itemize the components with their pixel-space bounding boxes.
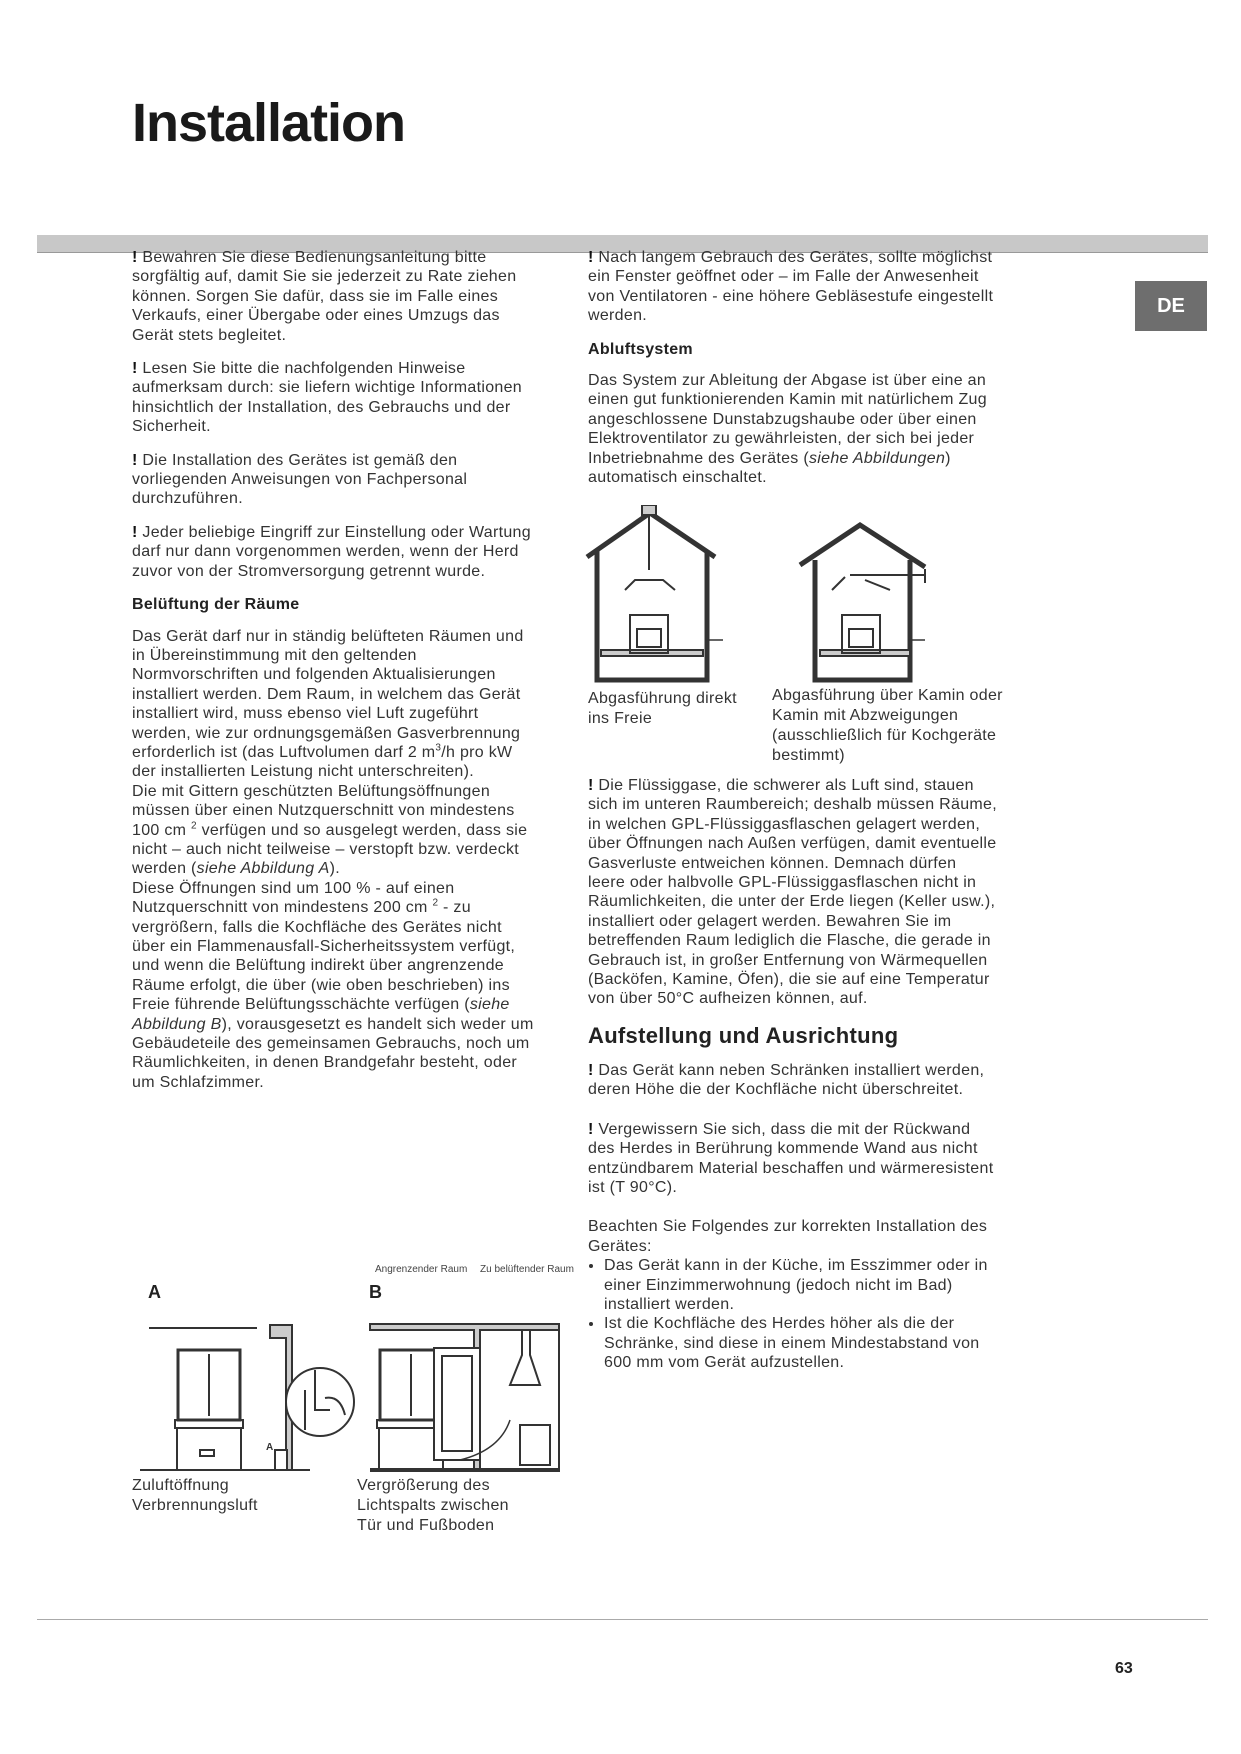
sup: 2 [432, 897, 439, 909]
right-column-bottom [588, 776, 998, 1373]
text: Das System zur Ableitung der Abgase ist über eine an einen gut funktionierenden Kamin mit natürlichem Zug angeschlossene Dunstabzugshaube oder über einen Elektroventilator zu gewährleisten, der sich bei jeder Inbetriebnahme des Gerätes ( [588, 372, 987, 467]
figure-reference: siehe Abbildung B [132, 996, 510, 1033]
warning-mark: ! [588, 1061, 594, 1079]
figure-reference: siehe Abbildungen [808, 449, 946, 467]
figure-a-caption: Zuluftöffnung Verbrennungsluft [132, 1477, 258, 1514]
figure-a-inset-label [266, 1442, 273, 1453]
text: Jeder beliebige Eingriff zur Einstellung oder Wartung darf nur dann vorgenommen werden, wenn der Herd zuvor von der Stromversorgung getrennt wurde. [132, 523, 531, 580]
sup: 2 [191, 820, 197, 832]
sup: 3 [435, 742, 442, 754]
figure-b-room-label: Zu belüftender Raum [480, 1264, 574, 1275]
figure-reference: siehe Abbildung A [196, 860, 330, 878]
note-paragraph [132, 451, 537, 509]
text: Das Gerät kann neben Schränken installiert werden, deren Höhe die der Kochfläche nicht überschreitet. [588, 1061, 985, 1099]
note-paragraph [588, 776, 998, 1009]
house-direct-exhaust-drawing [587, 505, 723, 680]
note-paragraph [132, 523, 537, 581]
text: ), vorausgesetzt es handelt sich weder um Gebäudeteile des gemeinsamen Gebrauchs, noch um Räumlichkeiten, in denen Brandgefahr besteht, oder um Schlafzimmer. [132, 1015, 534, 1091]
figure-b-room-label: Angrenzender Raum [375, 1264, 468, 1275]
language-badge: DE [1135, 281, 1207, 331]
text: Das Gerät darf nur in ständig belüfteten Räumen und in Übereinstimmung mit den geltenden Normvorschriften und folgenden Aktualisierungen installiert werden. Dem Raum, in welchem das Gerät installiert wird, muss ebenso viel Luft zugeführt werden, wie zur ordnungsgemäßen Gasverbrennung erforderlich ist (das Luftvolumen darf 2 m [132, 627, 524, 761]
warning-mark: ! [132, 360, 138, 378]
figure-a-drawing [140, 1325, 354, 1470]
text: - zu vergrößern, falls die Kochfläche des Gerätes nicht über ein Flammenausfall-Sicherheitssystem verfügt, und wenn die Belüftung indirekt über angrenzende Räume erfolgt, die über (wie oben beschrieben) ins Freie führende Belüftungsschächte verfügen ( [132, 899, 516, 1014]
house-chimney-exhaust-drawing [800, 525, 925, 680]
section-heading: Abluftsystem [588, 340, 693, 358]
svg-text:A: A [266, 1442, 274, 1453]
right-column-top [588, 248, 998, 501]
figure-2-caption: Abgasführung über Kamin oder Kamin mit Abzweigungen (ausschließlich für Kochgeräte bestimmt) [772, 687, 1003, 764]
text: /h pro kW der installierten Leistung nicht unterschreiten). [132, 743, 513, 781]
warning-mark: ! [588, 777, 594, 794]
figure-b-label: B [369, 1282, 382, 1302]
text: Vergewissern Sie sich, dass die mit der Rückwand des Herdes in Berührung kommende Wand aus nicht entzündbarem Material beschaffen und wärmeresistent ist (T 90°C). [588, 1120, 994, 1196]
section-heading: Belüftung der Räume [132, 596, 300, 614]
warning-mark: ! [132, 523, 138, 541]
page-number: 63 [1115, 1660, 1133, 1677]
list-item: • Ist die Kochfläche des Herdes höher als die der Schränke, sind diese in einem Mindestabstand von 600 mm vom Gerät aufzustellen. [604, 1314, 998, 1372]
figure-a-label: A [148, 1282, 161, 1302]
body-paragraph: Beachten Sie Folgendes zur korrekten Installation des Gerätes: [588, 1218, 988, 1255]
figure-1-caption: Abgasführung direkt ins Freie [588, 690, 737, 727]
text: verfügen und so ausgelegt werden, dass sie nicht – auch nicht teilweise – verstopft bzw. verdeckt werden ( [132, 821, 528, 878]
warning-mark: ! [588, 249, 594, 266]
note-paragraph [132, 248, 537, 345]
text: Bewahren Sie diese Bedienungsanleitung bitte sorgfältig auf, damit Sie sie jederzeit zu Rate ziehen können. Sorgen Sie dafür, dass sie im Falle eines Verkaufs, einer Übergabe oder eines Umzugs das Gerät stets begleitet. [132, 249, 517, 344]
requirements-list [588, 1256, 998, 1372]
body-paragraph [588, 371, 998, 487]
figure-b-drawing [370, 1324, 560, 1470]
note-paragraph [588, 1120, 998, 1198]
ventilation-figures [140, 1310, 560, 1472]
footer-divider [37, 1619, 1208, 1620]
exhaust-figures [585, 505, 965, 685]
body-paragraph [132, 627, 537, 1093]
list-item: • Das Gerät kann in der Küche, im Esszimmer oder in einer Einzimmerwohnung (jedoch nicht im Bad) installiert werden. [604, 1256, 998, 1314]
text: Nach langem Gebrauch des Gerätes, sollte möglichst ein Fenster geöffnet oder – im Falle der Anwesenheit von Ventilatoren - eine höhere Gebläsestufe eingestellt werden. [588, 249, 994, 325]
text: ) automatisch einschaltet. [588, 449, 951, 487]
text: Die Installation des Gerätes ist gemäß den vorliegenden Anweisungen von Fachpersonal durchzuführen. [132, 451, 468, 508]
note-paragraph [588, 248, 998, 326]
text: Lesen Sie bitte die nachfolgenden Hinweise aufmerksam durch: sie liefern wichtige Informationen hinsichtlich der Installation, des Gebrauchs und der Sicherheit. [132, 360, 522, 436]
page-title: Installation [132, 93, 406, 153]
figure-b-caption: Vergrößerung des Lichtspalts zwischen Tür und Fußboden [357, 1477, 509, 1534]
text: Diese Öffnungen sind um 100 % - auf einen Nutzquerschnitt von mindestens 200 cm [132, 879, 455, 917]
text: Die Flüssiggase, die schwerer als Luft sind, stauen sich im unteren Raumbereich; deshalb müssen Räume, in welchen GPL-Flüssiggasflaschen gelagert werden, über Öffnungen nach Außen verfügen, damit eventuelle Gasverluste entweichen können. Demnach dürfen leere oder halbvolle GPL-Flüssiggasflaschen nicht in Räumlichkeiten, die unter der Erde liegen (Keller usw.), installiert oder gelagert werden. Bewahren Sie im betreffenden Raum lediglich die Flasche, die gerade in Gebrauch ist, in großer Entfernung von Wärmequellen (Backöfen, Kamine, Öfen), die sie auf eine Temperatur von über 50°C aufheizen können, auf. [588, 777, 997, 1008]
text: ). [329, 860, 340, 878]
warning-mark: ! [588, 1120, 594, 1138]
note-paragraph [588, 1061, 998, 1100]
note-paragraph [132, 359, 537, 437]
section-heading: Aufstellung und Ausrichtung [588, 1022, 899, 1048]
left-column [132, 248, 537, 1092]
warning-mark: ! [132, 451, 138, 469]
warning-mark: ! [132, 249, 138, 266]
text: Die mit Gittern geschützten Belüftungsöffnungen müssen über einen Nutzquerschnitt von mindestens 100 cm [132, 782, 515, 839]
